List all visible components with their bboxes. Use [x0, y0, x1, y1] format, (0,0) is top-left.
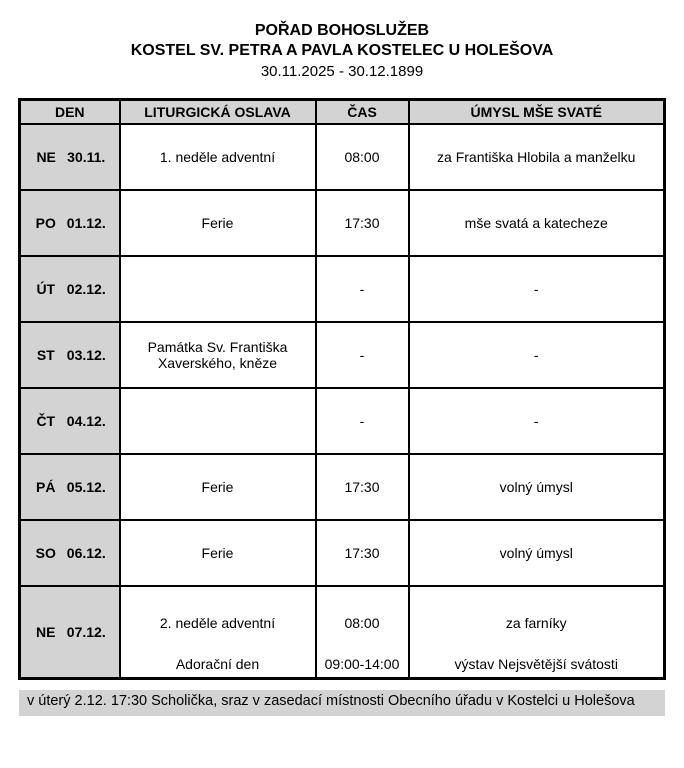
celebration-cell: 1. neděle adventní	[120, 124, 316, 190]
intention-cell: -	[409, 388, 665, 454]
celebration-secondary: Adorační den	[175, 656, 260, 672]
day-abbr: NE	[36, 149, 56, 165]
intention-cell: mše svatá a katecheze	[409, 190, 665, 256]
day-abbr: PÁ	[36, 479, 56, 495]
day-abbr: ÚT	[36, 281, 56, 297]
time-cell: 17:30	[316, 454, 409, 520]
time-cell: -	[316, 388, 409, 454]
intention-cell: volný úmysl	[409, 454, 665, 520]
time-cell: -	[316, 256, 409, 322]
intention-cell: volný úmysl	[409, 520, 665, 586]
table-row	[20, 124, 665, 190]
time-secondary: 09:00-14:00	[324, 656, 400, 672]
day-date: 04.12.	[66, 413, 106, 429]
celebration-cell	[120, 388, 316, 454]
footer-note: v úterý 2.12. 17:30 Scholička, sraz v zasedací místnosti Obecního úřadu v Kostelci u Holešova	[19, 690, 665, 716]
table-row	[20, 322, 665, 388]
celebration-primary: 2. neděle adventní	[159, 614, 276, 631]
celebration-cell: Ferie	[120, 190, 316, 256]
day-cell	[20, 190, 120, 256]
time-cell: 17:30	[316, 190, 409, 256]
day-date: 07.12.	[66, 624, 106, 640]
day-cell	[20, 388, 120, 454]
table-row	[20, 520, 665, 586]
day-date: 03.12.	[66, 347, 106, 363]
column-header-intention: ÚMYSL MŠE SVATÉ	[409, 100, 665, 125]
intention-primary: za farníky	[505, 614, 567, 631]
day-cell	[20, 586, 120, 679]
column-header-den: DEN	[20, 100, 120, 125]
day-abbr: SO	[35, 545, 56, 561]
intention-cell	[409, 586, 665, 679]
time-cell: 17:30	[316, 520, 409, 586]
day-abbr: PO	[35, 215, 56, 231]
church-name: KOSTEL SV. PETRA A PAVLA KOSTELEC U HOLEŠOVA	[130, 42, 554, 59]
day-date: 01.12.	[66, 215, 106, 231]
celebration-cell: Ferie	[120, 520, 316, 586]
table-row	[20, 190, 665, 256]
day-cell	[20, 454, 120, 520]
time-cell	[316, 586, 409, 679]
day-abbr: NE	[36, 624, 56, 640]
day-date: 30.11.	[67, 149, 106, 165]
table-row	[20, 454, 665, 520]
schedule-table	[18, 98, 666, 680]
day-date: 06.12.	[66, 545, 106, 561]
table-row	[20, 586, 665, 679]
table-row	[20, 256, 665, 322]
day-cell	[20, 322, 120, 388]
column-header-celebration: LITURGICKÁ OSLAVA	[120, 100, 316, 125]
day-cell	[20, 124, 120, 190]
time-cell: 08:00	[316, 124, 409, 190]
intention-cell: -	[409, 322, 665, 388]
title-block	[0, 0, 684, 82]
day-abbr: ST	[36, 347, 55, 363]
celebration-cell: Památka Sv. Františka Xaverského, kněze	[120, 322, 316, 388]
celebration-cell	[120, 256, 316, 322]
date-range: 30.11.2025 - 30.12.1899	[260, 63, 424, 80]
day-abbr: ČT	[36, 413, 56, 429]
day-date: 02.12.	[66, 281, 106, 297]
time-cell: -	[316, 322, 409, 388]
column-header-time: ČAS	[316, 100, 409, 125]
time-primary: 08:00	[344, 614, 380, 631]
header-row	[20, 100, 665, 125]
page-title: POŘAD BOHOSLUŽEB	[254, 22, 430, 39]
celebration-cell	[120, 586, 316, 679]
day-cell	[20, 520, 120, 586]
intention-secondary: výstav Nejsvětější svátosti	[454, 656, 618, 672]
intention-cell: za Františka Hlobila a manželku	[409, 124, 665, 190]
intention-cell: -	[409, 256, 665, 322]
table-row	[20, 388, 665, 454]
day-cell	[20, 256, 120, 322]
day-date: 05.12.	[66, 479, 106, 495]
celebration-cell: Ferie	[120, 454, 316, 520]
